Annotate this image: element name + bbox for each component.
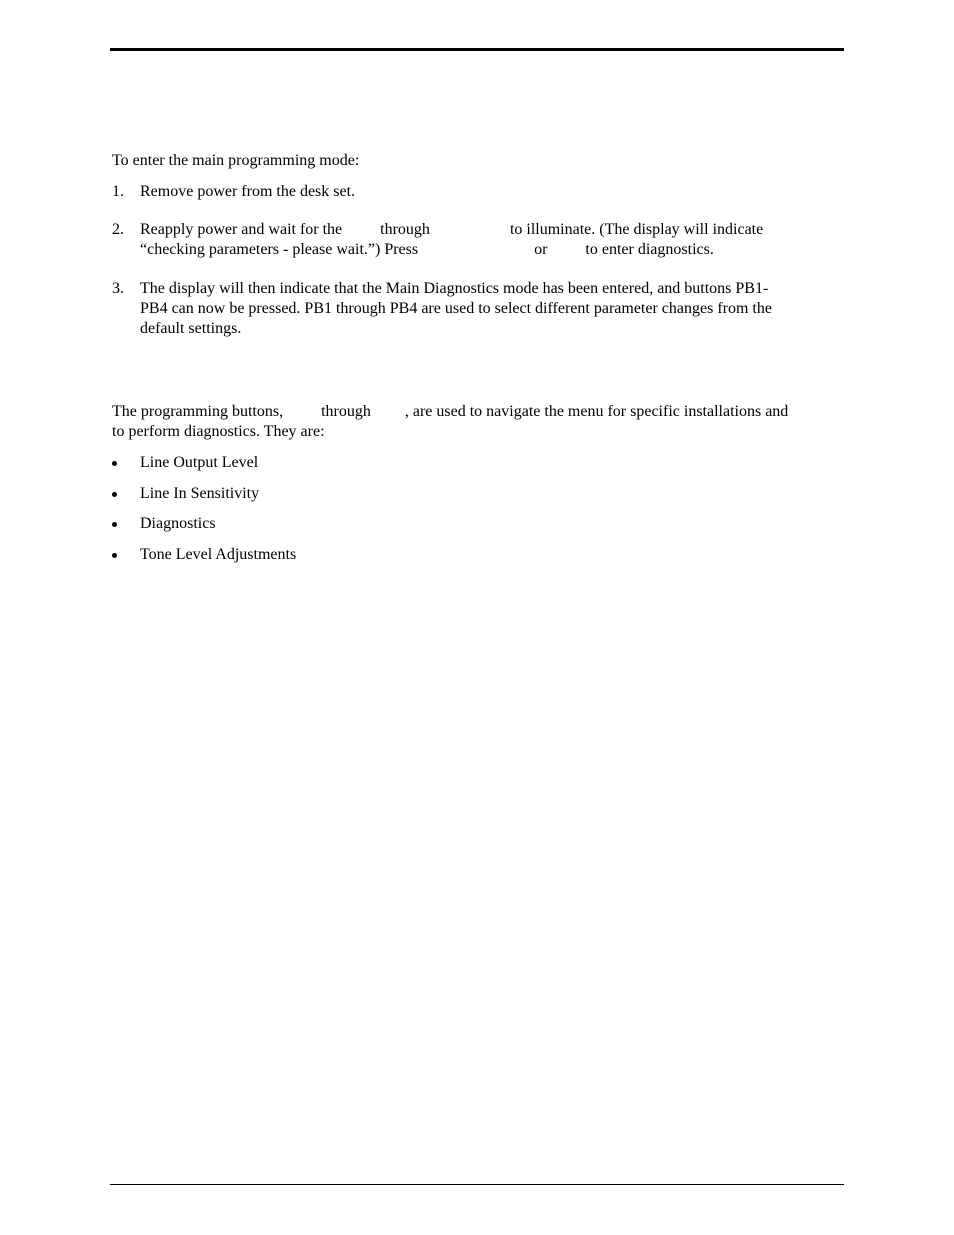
bullet-text: Line In Sensitivity	[140, 485, 260, 502]
step-number: 2.	[112, 221, 124, 238]
paragraph-part: The programming buttons,	[112, 403, 284, 420]
bullet-dot-icon	[112, 492, 117, 497]
buttons-paragraph	[112, 402, 842, 442]
bullet-dot-icon	[112, 553, 117, 558]
bullet-dot-icon	[112, 461, 117, 466]
paragraph-line: to perform diagnostics. They are:	[112, 423, 325, 440]
paragraph-part: through	[321, 403, 371, 420]
step-text-line: PB4 can now be pressed. PB1 through PB4 are used to select different parameter changes from the	[140, 300, 772, 317]
step-text-line: default settings.	[140, 320, 242, 337]
step-text: Remove power from the desk set.	[140, 183, 356, 200]
step-text-part: or	[534, 241, 548, 258]
step-text-line	[140, 240, 840, 260]
step-text-line	[140, 220, 840, 240]
header-rule	[110, 48, 844, 51]
step-number: 1.	[112, 183, 124, 200]
paragraph-part: , are used to navigate the menu for specific installations and	[404, 403, 789, 420]
bullet-text: Tone Level Adjustments	[140, 546, 297, 563]
step-text-part: “checking parameters - please wait.”) Press	[140, 241, 419, 258]
step-text-part: to illuminate. (The display will indicate	[509, 221, 764, 238]
step-text-part: through	[380, 221, 430, 238]
paragraph-line	[112, 402, 842, 422]
step-text-part: to enter diagnostics.	[585, 241, 714, 258]
bullet-text: Line Output Level	[140, 454, 259, 471]
bullet-dot-icon	[112, 522, 117, 527]
step-text-line: The display will then indicate that the Main Diagnostics mode has been entered, and buttons PB1-	[140, 280, 769, 297]
step-text-part: Reapply power and wait for the	[140, 221, 343, 238]
bullet-text: Diagnostics	[140, 515, 216, 532]
intro-text: To enter the main programming mode:	[112, 152, 360, 169]
footer-rule	[110, 1184, 844, 1185]
step-number: 3.	[112, 280, 124, 297]
